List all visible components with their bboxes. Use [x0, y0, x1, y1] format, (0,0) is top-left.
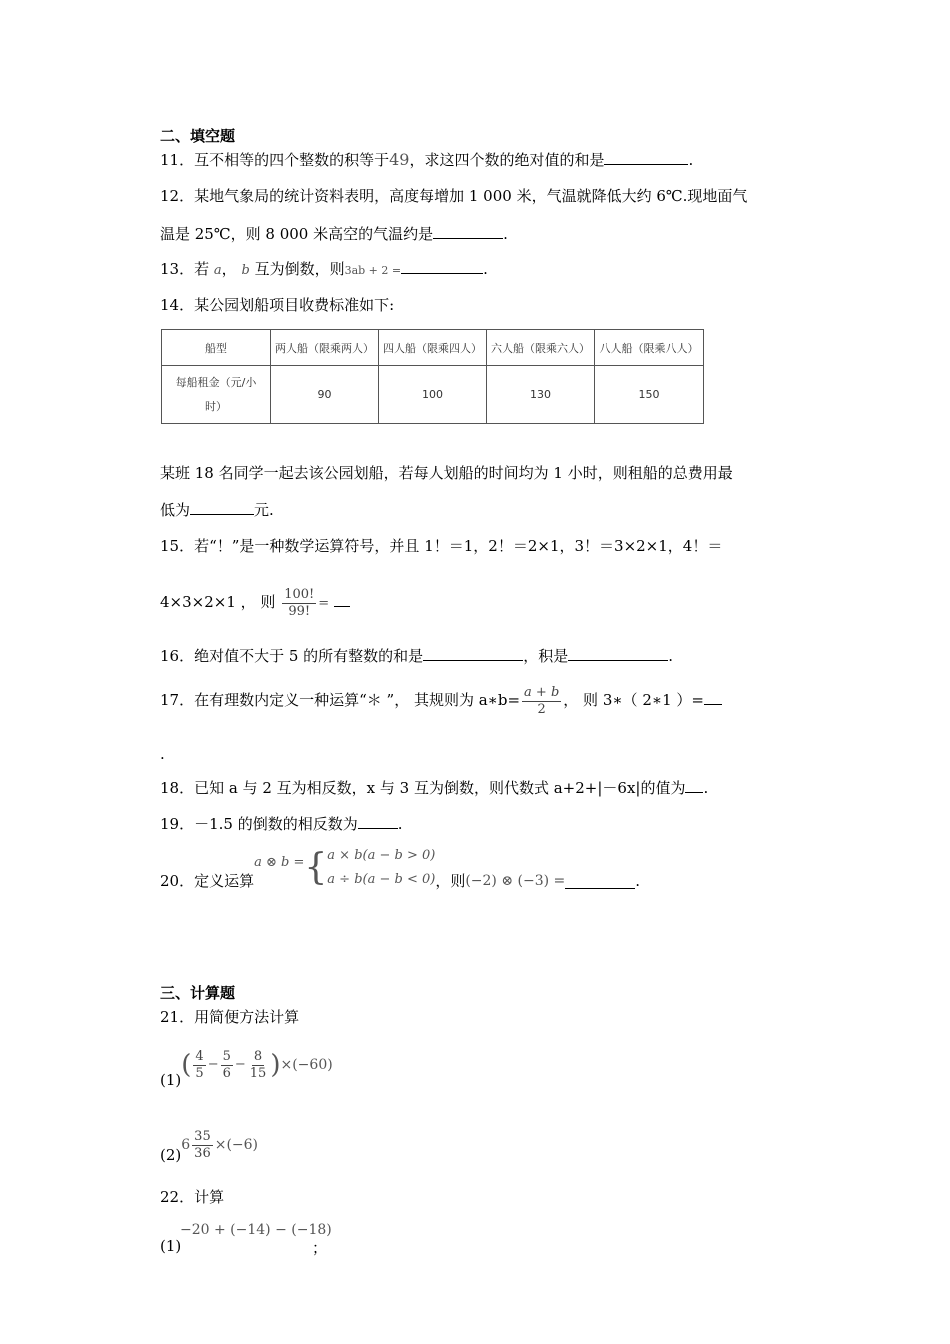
boat-fee-table: [161, 329, 704, 424]
question-17: 17．在有理数内定义一种运算“＊ ”， 其规则为 a∗b= $\frac{a + b}{2}$ ， 则 3∗（ 2∗1 ）=: [160, 680, 722, 720]
table-header-cell: 四人船（限乘四人）: [379, 330, 487, 366]
table-cell: 100: [379, 366, 487, 424]
question-16: 16．绝对值不大于 5 的所有整数的和是 ，积是 .: [160, 647, 673, 665]
question-21-part1: (1) ( $\frac{4}{5}$ − $\frac{5}{6}$ − $\frac{8}{15}$ ) ×(−60): [160, 1048, 333, 1089]
question-14-after-line1: 某班 18 名同学一起去该公园划船，若每人划船的时间均为 1 小时，则租船的总费用最: [160, 464, 733, 482]
answer-blank-11[interactable]: [604, 150, 688, 165]
question-15-line2: 4×3×2×1 ， 则 $\frac{100!}{99!}$ =: [160, 582, 350, 624]
answer-blank-17[interactable]: [704, 690, 722, 705]
piecewise-cases: a × b(a − b > 0) a ÷ b(a − b < 0): [327, 848, 436, 887]
brace-symbol: {: [304, 847, 328, 888]
table-cell: 150: [595, 366, 704, 424]
question-14-after-line2: 低为 元.: [160, 501, 274, 519]
answer-blank-19[interactable]: [358, 814, 398, 829]
section-heading-calculation: 三、计算题: [160, 984, 236, 1002]
fraction-100-over-99: $\frac{100!}{99!}$: [284, 586, 315, 619]
question-18: 18．已知 a 与 2 互为相反数，x 与 3 互为倒数，则代数式 a+2+|－6x|的值为 .: [160, 779, 709, 797]
table-header-row: [162, 330, 704, 366]
value-49: 49: [389, 150, 410, 169]
table-header-cell: 六人船（限乘六人）: [487, 330, 595, 366]
table-cell: 90: [271, 366, 379, 424]
question-12-line2: 温是 25℃，则 8 000 米高空的气温约是 .: [160, 225, 508, 243]
answer-blank-20[interactable]: [565, 874, 635, 889]
table-header-cell: 船型: [162, 330, 271, 366]
question-20: 20． 定义运算 a ⊗ b = { a × b(a − b > 0) a ÷ b(a − b < 0) ，则 (−2) ⊗ (−3) = .: [160, 843, 640, 893]
question-17-end: .: [160, 745, 165, 763]
table-cell: 130: [487, 366, 595, 424]
answer-blank-13[interactable]: [401, 259, 483, 274]
question-22: 22．计算: [160, 1188, 225, 1206]
fraction-5-6: $\frac{5}{6}$: [222, 1048, 231, 1081]
answer-blank-15[interactable]: [334, 592, 350, 607]
exam-page: 二、填空题 11．互不相等的四个整数的积等于49，求这四个数的绝对值的和是 . 12．某地气象局的统计资料表明，高度每增加 1 000 米，气温就降低大约 6℃.现地面气 温是 25℃，则 8 000 米高空的气温约是 . 13．若 a， b 互为倒数，则3ab + 2 = . 14．某公园划船项目收费标准如下: 船型 两人船（限乘两人） 四人船（限乘四人） 六人船（限乘六人） 八人船（限乘八人） 每船租金（元/小 时） 90 100 130 150 某班 18 名同学一起去该公园划船，若每人划船的时间均为 1 小时，则租船的总费用最 低为 元. 15．若“！”是一种数学运算符号，并且 1！＝1，2！＝2×1，3！＝3×2×1，4！＝ 4×3×2×1 ， 则 $\frac{100!}{99!}$ = 16．绝对值不大于 5 的所有整数的和是 ，积是 . 17．在有理数内定义一种运算“＊ ”， 其规则为 a∗b= $\frac{a + b}{2}$ ， 则 3∗（ 2∗1 ）= . 18．已知 a 与 2 互为相反数，x 与 3 互为倒数，则代数式 a+2+|－6x|的值为 . 19．－1.5 的倒数的相反数为 . 20． 定义运算 a ⊗ b = { a × b(a − b > 0) a ÷ b(a − b < 0) ，则 (−2) ⊗ (−3) = . 三、计算题 21．用简便方法计算 (1) ( $\frac{4}{5}$ − $\frac{5}{6}$ − $\frac{8}{15}$ ) ×(−60) (2) 6 $\frac{35}{36}$ ×(−6) 22．计算 (1) −20 + (−14) − (−18) ；: [160, 127, 748, 1257]
question-21: 21．用简便方法计算: [160, 1008, 300, 1026]
fraction-8-15: $\frac{8}{15}$: [249, 1048, 267, 1081]
fraction-4-5: $\frac{4}{5}$: [195, 1048, 204, 1081]
table-row-label: 每船租金（元/小 时）: [162, 366, 271, 424]
question-19: 19．－1.5 的倒数的相反数为 .: [160, 815, 403, 833]
section-heading-fill-blank: 二、填空题: [160, 127, 236, 145]
question-21-part2: (2) 6 $\frac{35}{36}$ ×(−6): [160, 1128, 259, 1164]
answer-blank-16b[interactable]: [568, 646, 668, 661]
answer-blank-16a[interactable]: [423, 646, 523, 661]
answer-blank-18[interactable]: [685, 778, 703, 793]
question-14: 14．某公园划船项目收费标准如下:: [160, 296, 395, 314]
question-15-line1: 15．若“！”是一种数学运算符号，并且 1！＝1，2！＝2×1，3！＝3×2×1，4！＝: [160, 537, 723, 555]
fraction-a-plus-b-over-2: $\frac{a + b}{2}$: [524, 684, 560, 717]
question-13: 13．若 a， b 互为倒数，则3ab + 2 = .: [160, 260, 488, 278]
question-11: 11．互不相等的四个整数的积等于49，求这四个数的绝对值的和是 .: [160, 150, 694, 169]
answer-blank-14[interactable]: [190, 500, 254, 515]
question-12-line1: 12．某地气象局的统计资料表明，高度每增加 1 000 米，气温就降低大约 6℃.现地面气: [160, 187, 748, 205]
table-row: [162, 366, 704, 424]
answer-blank-12[interactable]: [433, 224, 503, 239]
table-header-cell: 八人船（限乘八人）: [595, 330, 704, 366]
fraction-35-36: $\frac{35}{36}$: [194, 1128, 211, 1161]
table-header-cell: 两人船（限乘两人）: [271, 330, 379, 366]
